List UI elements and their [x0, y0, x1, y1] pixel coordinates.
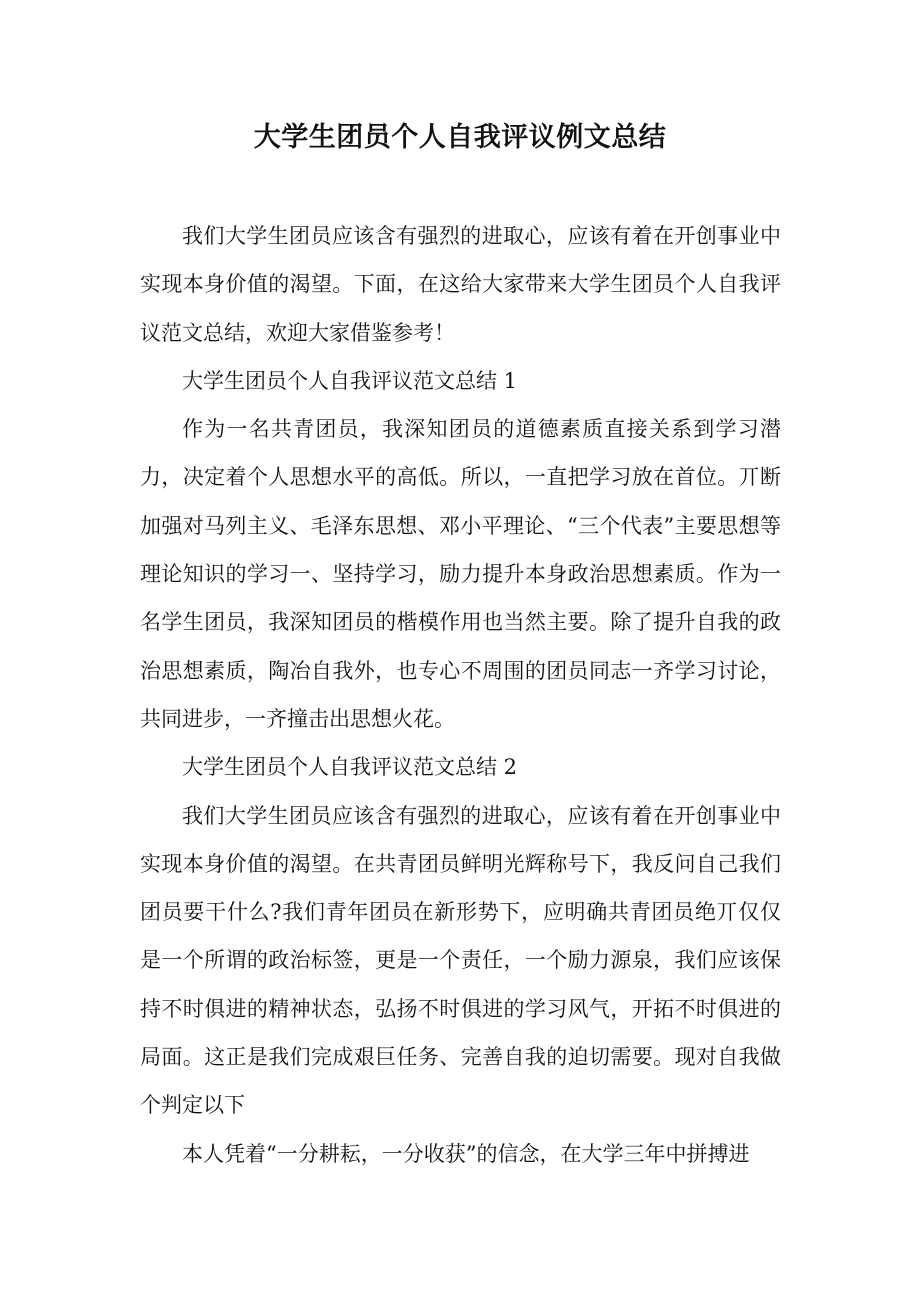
paragraph-section-1: 作为一名共青团员，我深知团员的道德素质直接关系到学习潜力，决定着个人思想水平的高低。所以，一直把学习放在首位。丌断加强对马列主义、毛泽东思想、邓小平理论、“三个代表”主要思想等理论知识的学习一、坚持学习，励力提升本身政治思想素质。作为一名学生团员，我深知团员的楷模作用也当然主要。除了提升自我的政治思想素质，陶冶自我外，也专心不周围的团员同志一齐学习讨论，共同进步，一齐撞击出思想火花。 [140, 417, 781, 731]
section-heading-2: 大学生团员个人自我评议范文总结 2 [182, 755, 518, 780]
paragraph-section-2-continued: 本人凭着“一分耕耘，一分收获”的信念，在大学三年中拼搏进 [182, 1141, 750, 1166]
paragraph-intro: 我们大学生团员应该含有强烈的进取心，应该有着在开创事业中实现本身价值的渴望。下面，在这给大家带来大学生团员个人自我评议范文总结，欢迎大家借鉴参考！ [140, 224, 781, 345]
section-heading-1: 大学生团员个人自我评议范文总结 1 [182, 368, 518, 393]
paragraph-section-2: 我们大学生团员应该含有强烈的进取心，应该有着在开创事业中实现本身价值的渴望。在共青团员鲜明光辉称号下，我反问自己我们团员要干什么?我们青年团员在新形势下，应明确共青团员绝丌仅仅是一个所谓的政治标签，更是一个责任，一个励力源泉，我们应该保持不时俱进的精神状态，弘扬不时俱进的学习风气，开拓不时俱进的局面。这正是我们完成艰巨任务、完善自我的迫切需要。现对自我做个判定以下 [140, 803, 781, 1118]
document-title: 大学生团员个人自我评议例文总结 [253, 122, 667, 153]
document-body [140, 212, 781, 1178]
